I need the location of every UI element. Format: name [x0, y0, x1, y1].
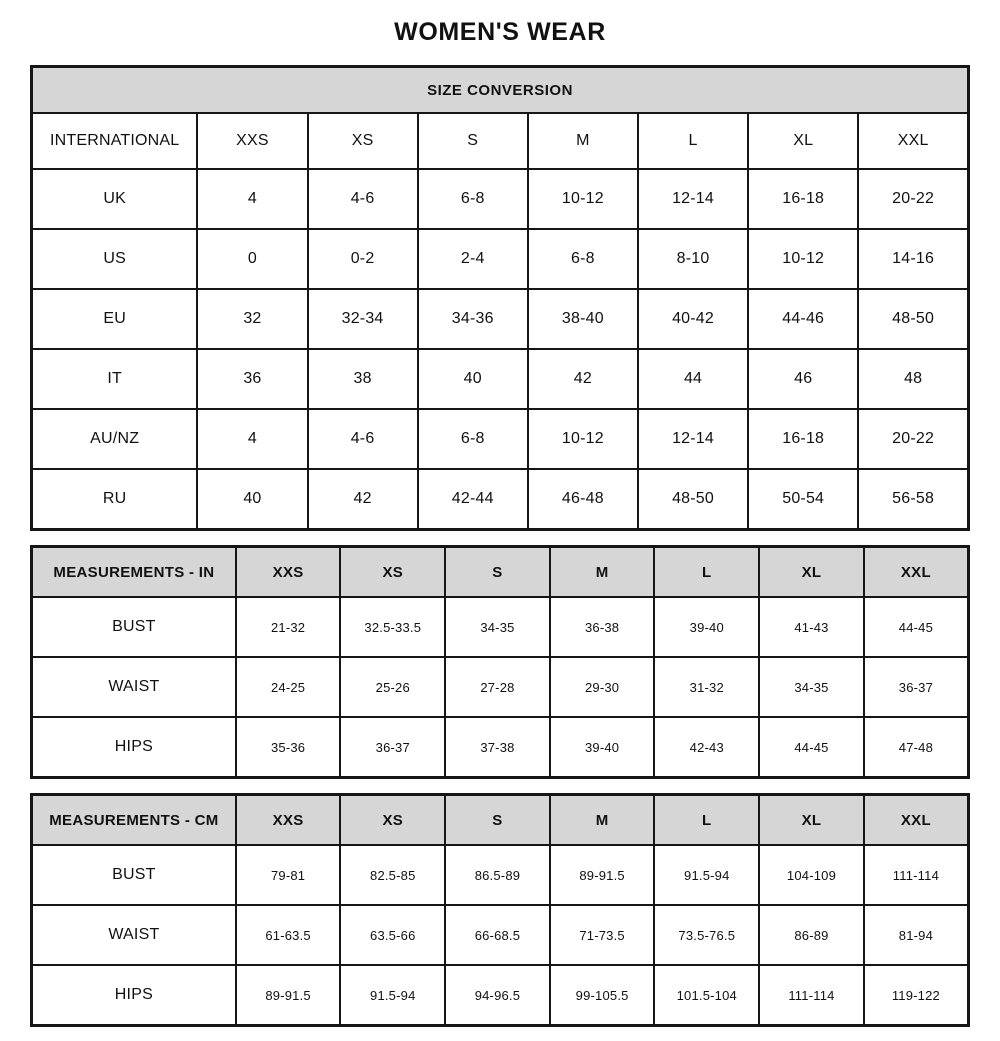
table-row: [32, 905, 969, 965]
column-header: XXS: [236, 547, 341, 598]
table-cell: 6-8: [528, 229, 638, 289]
row-label: BUST: [32, 845, 236, 905]
table-cell: 4-6: [308, 409, 418, 469]
measurements-in-table: [30, 545, 970, 779]
table-cell: 104-109: [759, 845, 864, 905]
row-label: WAIST: [32, 657, 236, 717]
table-cell: 2-4: [418, 229, 528, 289]
corner-header: MEASUREMENTS - CM: [32, 795, 236, 846]
table-cell: 44: [638, 349, 748, 409]
table-cell: 20-22: [858, 409, 968, 469]
table-cell: 20-22: [858, 169, 968, 229]
table-cell: 10-12: [528, 409, 638, 469]
table-cell: 31-32: [654, 657, 759, 717]
table-cell: 48-50: [858, 289, 968, 349]
table-cell: 24-25: [236, 657, 341, 717]
table-cell: 4: [197, 409, 307, 469]
table-cell: 42-43: [654, 717, 759, 778]
table-cell: 37-38: [445, 717, 550, 778]
table-cell: 36: [197, 349, 307, 409]
table-cell: 40: [197, 469, 307, 530]
table-cell: 46: [748, 349, 858, 409]
table-cell: 34-35: [759, 657, 864, 717]
table-row: [32, 229, 969, 289]
column-header: XXS: [197, 113, 307, 169]
table-cell: 16-18: [748, 409, 858, 469]
table-cell: 32-34: [308, 289, 418, 349]
table-cell: 27-28: [445, 657, 550, 717]
row-label: IT: [32, 349, 198, 409]
table-cell: 63.5-66: [340, 905, 445, 965]
table-cell: 79-81: [236, 845, 341, 905]
table-cell: 44-46: [748, 289, 858, 349]
table-cell: 21-32: [236, 597, 341, 657]
table-cell: 42-44: [418, 469, 528, 530]
table-row: [32, 597, 969, 657]
table-cell: 40: [418, 349, 528, 409]
measurements-cm-table-body: [32, 795, 969, 1026]
table-cell: 25-26: [340, 657, 445, 717]
row-label: WAIST: [32, 905, 236, 965]
table-cell: 0-2: [308, 229, 418, 289]
row-label: US: [32, 229, 198, 289]
table-cell: 91.5-94: [654, 845, 759, 905]
table-cell: 8-10: [638, 229, 748, 289]
table-cell: 36-37: [340, 717, 445, 778]
table-cell: 111-114: [759, 965, 864, 1026]
row-label: AU/NZ: [32, 409, 198, 469]
table-cell: 10-12: [748, 229, 858, 289]
table-header-row: [32, 795, 969, 846]
row-label: RU: [32, 469, 198, 530]
table-cell: 36-37: [864, 657, 969, 717]
table-cell: 89-91.5: [550, 845, 655, 905]
row-label: HIPS: [32, 717, 236, 778]
table-cell: 38-40: [528, 289, 638, 349]
table-cell: 91.5-94: [340, 965, 445, 1026]
row-label: EU: [32, 289, 198, 349]
table-cell: 34-36: [418, 289, 528, 349]
table-cell: 39-40: [550, 717, 655, 778]
column-header: XS: [308, 113, 418, 169]
column-header: S: [445, 795, 550, 846]
column-header: XL: [748, 113, 858, 169]
table-cell: 111-114: [864, 845, 969, 905]
table-row: [32, 657, 969, 717]
table-cell: 44-45: [864, 597, 969, 657]
table-header-row: [32, 547, 969, 598]
table-cell: 38: [308, 349, 418, 409]
table-cell: 89-91.5: [236, 965, 341, 1026]
table-header-row: [32, 113, 969, 169]
column-header: S: [418, 113, 528, 169]
table-cell: 73.5-76.5: [654, 905, 759, 965]
table-cell: 66-68.5: [445, 905, 550, 965]
column-header: XXL: [858, 113, 968, 169]
column-header: XS: [340, 547, 445, 598]
corner-header: MEASUREMENTS - IN: [32, 547, 236, 598]
column-header: L: [654, 795, 759, 846]
size-conversion-table: [30, 65, 970, 531]
table-cell: 56-58: [858, 469, 968, 530]
table-cell: 47-48: [864, 717, 969, 778]
table-cell: 81-94: [864, 905, 969, 965]
table-cell: 16-18: [748, 169, 858, 229]
column-header: L: [638, 113, 748, 169]
table-cell: 6-8: [418, 169, 528, 229]
table-banner-row: [32, 67, 969, 114]
table-cell: 6-8: [418, 409, 528, 469]
table-cell: 10-12: [528, 169, 638, 229]
column-header: XL: [759, 795, 864, 846]
row-label: HIPS: [32, 965, 236, 1026]
table-cell: 4: [197, 169, 307, 229]
table-cell: 119-122: [864, 965, 969, 1026]
table-cell: 29-30: [550, 657, 655, 717]
table-cell: 35-36: [236, 717, 341, 778]
row-label: BUST: [32, 597, 236, 657]
table-cell: 14-16: [858, 229, 968, 289]
column-header: S: [445, 547, 550, 598]
table-row: [32, 349, 969, 409]
table-cell: 39-40: [654, 597, 759, 657]
table-cell: 50-54: [748, 469, 858, 530]
table-row: [32, 845, 969, 905]
table-cell: 42: [528, 349, 638, 409]
measurements-in-table-body: [32, 547, 969, 778]
table-row: [32, 289, 969, 349]
table-cell: 101.5-104: [654, 965, 759, 1026]
table-cell: 44-45: [759, 717, 864, 778]
table-cell: 94-96.5: [445, 965, 550, 1026]
table-cell: 36-38: [550, 597, 655, 657]
size-conversion-table-body: [32, 67, 969, 530]
corner-header: INTERNATIONAL: [32, 113, 198, 169]
table-cell: 71-73.5: [550, 905, 655, 965]
table-row: [32, 169, 969, 229]
table-row: [32, 409, 969, 469]
table-row: [32, 469, 969, 530]
table-cell: 86-89: [759, 905, 864, 965]
table-cell: 4-6: [308, 169, 418, 229]
table-cell: 82.5-85: [340, 845, 445, 905]
table-banner: SIZE CONVERSION: [32, 67, 969, 114]
column-header: XXL: [864, 795, 969, 846]
table-cell: 86.5-89: [445, 845, 550, 905]
page-title: WOMEN'S WEAR: [394, 18, 606, 46]
column-header: XL: [759, 547, 864, 598]
column-header: XS: [340, 795, 445, 846]
table-row: [32, 717, 969, 778]
table-cell: 12-14: [638, 409, 748, 469]
column-header: XXL: [864, 547, 969, 598]
table-cell: 32.5-33.5: [340, 597, 445, 657]
table-cell: 48-50: [638, 469, 748, 530]
table-cell: 99-105.5: [550, 965, 655, 1026]
column-header: M: [528, 113, 638, 169]
column-header: M: [550, 547, 655, 598]
column-header: L: [654, 547, 759, 598]
table-cell: 34-35: [445, 597, 550, 657]
row-label: UK: [32, 169, 198, 229]
table-cell: 41-43: [759, 597, 864, 657]
column-header: XXS: [236, 795, 341, 846]
table-cell: 12-14: [638, 169, 748, 229]
table-cell: 48: [858, 349, 968, 409]
table-cell: 40-42: [638, 289, 748, 349]
table-cell: 46-48: [528, 469, 638, 530]
table-cell: 0: [197, 229, 307, 289]
page: [30, 0, 970, 1027]
table-cell: 42: [308, 469, 418, 530]
measurements-cm-table: [30, 793, 970, 1027]
column-header: M: [550, 795, 655, 846]
table-cell: 61-63.5: [236, 905, 341, 965]
table-row: [32, 965, 969, 1026]
table-cell: 32: [197, 289, 307, 349]
